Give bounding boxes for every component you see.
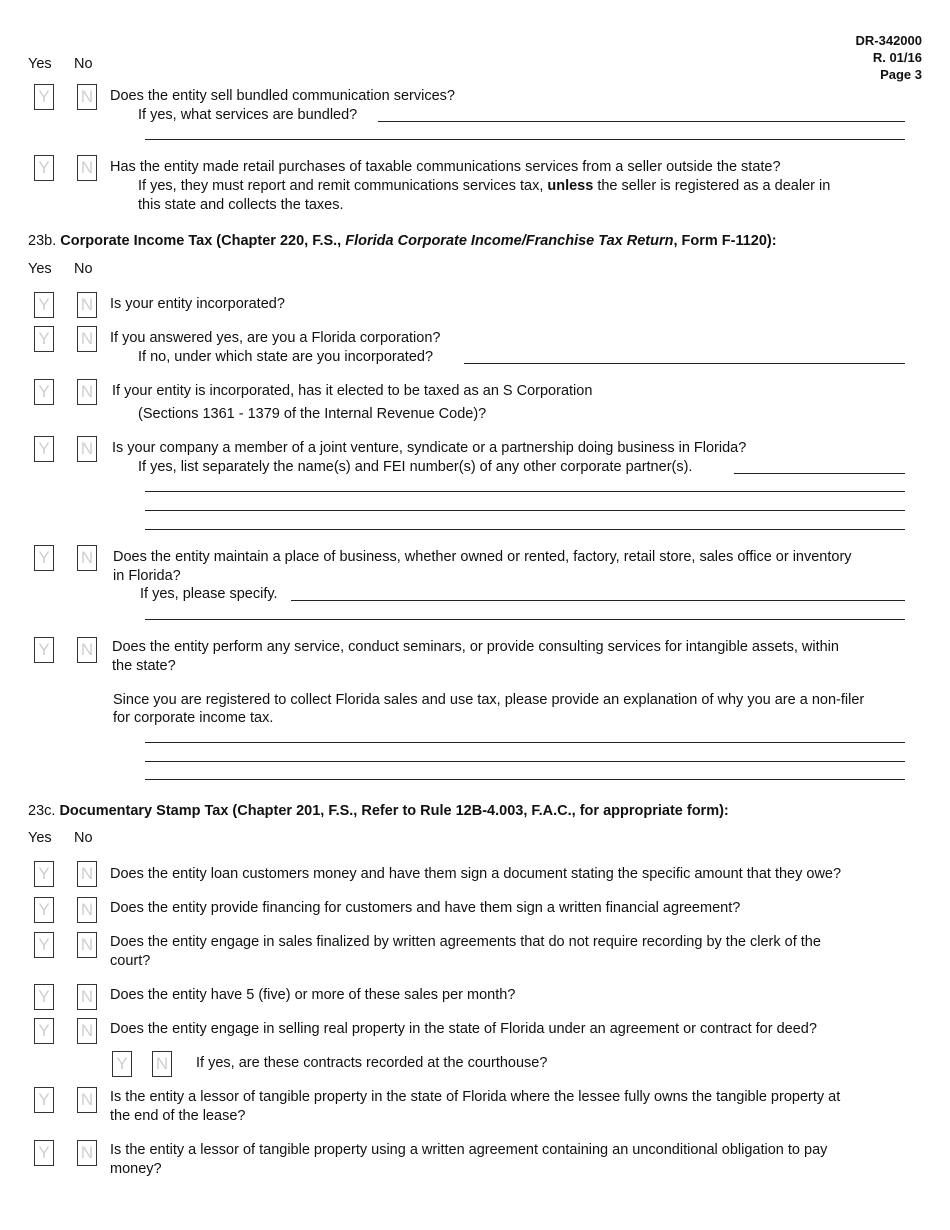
text-fragment: the seller is registered as a dealer in <box>597 178 831 194</box>
no-checkbox[interactable]: N <box>152 1051 172 1077</box>
non-filer-explanation-prompt: Since you are registered to collect Florida sales and use tax, please provide an explanation of why you are a non-filer <box>113 692 865 708</box>
yes-checkbox[interactable]: Y <box>34 984 54 1010</box>
question-place-of-business: Does the entity maintain a place of business, whether owned or rented, factory, retail store, sales office or inventory <box>113 549 852 565</box>
section-title-text: , Form F-1120): <box>673 233 777 249</box>
no-checkbox[interactable]: N <box>77 984 97 1010</box>
answer-line[interactable] <box>145 742 905 743</box>
answer-line[interactable] <box>291 600 905 601</box>
question-retail-purchases-sub-line2: this state and collects the taxes. <box>138 197 344 213</box>
question-lessor-obligation-line2: money? <box>110 1161 162 1177</box>
no-checkbox[interactable]: N <box>77 637 97 663</box>
no-checkbox[interactable]: N <box>77 155 97 181</box>
yes-checkbox[interactable]: Y <box>34 292 54 318</box>
yes-checkbox[interactable]: Y <box>34 545 54 571</box>
no-checkbox[interactable]: N <box>77 1087 97 1113</box>
answer-line[interactable] <box>145 761 905 762</box>
no-column-label: No <box>74 830 93 846</box>
question-written-agreements: Does the entity engage in sales finalized by written agreements that do not require recording by the clerk of the <box>110 934 821 950</box>
yes-checkbox[interactable]: Y <box>34 637 54 663</box>
no-column-label: No <box>74 56 93 72</box>
yes-checkbox[interactable]: Y <box>34 932 54 958</box>
no-checkbox[interactable]: N <box>77 861 97 887</box>
question-provide-financing: Does the entity provide financing for customers and have them sign a written financial agreement? <box>110 900 741 916</box>
no-checkbox[interactable]: N <box>77 292 97 318</box>
yes-checkbox[interactable]: Y <box>34 379 54 405</box>
question-lessor-ownership-line2: the end of the lease? <box>110 1108 246 1124</box>
question-lessor-ownership: Is the entity a lessor of tangible property in the state of Florida where the lessee fully owns the tangible property at <box>110 1089 841 1105</box>
answer-line[interactable] <box>145 510 905 511</box>
no-checkbox[interactable]: N <box>77 379 97 405</box>
no-checkbox[interactable]: N <box>77 1140 97 1166</box>
no-checkbox[interactable]: N <box>77 436 97 462</box>
section-title-text: Corporate Income Tax (Chapter 220, F.S., <box>60 233 342 249</box>
non-filer-explanation-prompt-line2: for corporate income tax. <box>113 710 274 726</box>
section-23b-title <box>28 233 777 249</box>
no-checkbox[interactable]: N <box>77 84 97 110</box>
question-real-property: Does the entity engage in selling real property in the state of Florida under an agreement or contract for deed? <box>110 1021 817 1037</box>
question-retail-purchases-sub <box>138 177 830 196</box>
answer-line[interactable] <box>145 139 905 140</box>
answer-line[interactable] <box>145 529 905 530</box>
yes-checkbox[interactable]: Y <box>34 1018 54 1044</box>
section-23c-title <box>28 803 729 819</box>
question-place-of-business-line2: in Florida? <box>113 568 181 584</box>
form-number: DR-342000 <box>855 33 922 48</box>
no-checkbox[interactable]: N <box>77 897 97 923</box>
question-s-corporation-sub: (Sections 1361 - 1379 of the Internal Revenue Code)? <box>138 406 487 422</box>
question-lessor-obligation: Is the entity a lessor of tangible property using a written agreement containing an unconditional obligation to pay <box>110 1142 828 1158</box>
question-bundled-services-sub: If yes, what services are bundled? <box>138 107 358 123</box>
question-intangible-services: Does the entity perform any service, conduct seminars, or provide consulting services for intangible assets, within <box>112 639 839 655</box>
text-emphasis: unless <box>547 178 594 194</box>
question-florida-corporation-sub: If no, under which state are you incorporated? <box>138 349 434 365</box>
question-incorporated: Is your entity incorporated? <box>110 296 285 312</box>
question-s-corporation: If your entity is incorporated, has it elected to be taxed as an S Corporation <box>112 383 593 399</box>
question-contracts-recorded: If yes, are these contracts recorded at the courthouse? <box>196 1055 548 1071</box>
question-joint-venture: Is your company a member of a joint venture, syndicate or a partnership doing business in Florida? <box>112 440 747 456</box>
yes-checkbox[interactable]: Y <box>34 1087 54 1113</box>
no-checkbox[interactable]: N <box>77 1018 97 1044</box>
question-joint-venture-sub: If yes, list separately the name(s) and FEI number(s) of any other corporate partner(s). <box>138 459 693 475</box>
answer-line[interactable] <box>145 779 905 780</box>
section-title-italic: Florida Corporate Income/Franchise Tax Return <box>345 233 674 249</box>
section-number: 23c. <box>28 803 56 819</box>
question-place-of-business-sub: If yes, please specify. <box>140 586 278 602</box>
question-written-agreements-line2: court? <box>110 953 151 969</box>
question-intangible-services-line2: the state? <box>112 658 176 674</box>
answer-line[interactable] <box>145 491 905 492</box>
yes-column-label: Yes <box>28 830 52 846</box>
question-sales-per-month: Does the entity have 5 (five) or more of these sales per month? <box>110 987 516 1003</box>
answer-line[interactable] <box>464 363 905 364</box>
answer-line[interactable] <box>734 473 905 474</box>
question-bundled-services: Does the entity sell bundled communication services? <box>110 88 455 104</box>
question-retail-purchases: Has the entity made retail purchases of taxable communications services from a seller outside the state? <box>110 159 781 175</box>
answer-line[interactable] <box>378 121 905 122</box>
no-checkbox[interactable]: N <box>77 326 97 352</box>
yes-checkbox[interactable]: Y <box>112 1051 132 1077</box>
section-title-text: Documentary Stamp Tax (Chapter 201, F.S., Refer to Rule 12B-4.003, F.A.C., for appropriate form): <box>59 803 729 819</box>
yes-checkbox[interactable]: Y <box>34 1140 54 1166</box>
no-checkbox[interactable]: N <box>77 932 97 958</box>
yes-column-label: Yes <box>28 56 52 72</box>
yes-checkbox[interactable]: Y <box>34 861 54 887</box>
text-fragment: If yes, they must report and remit communications services tax, <box>138 178 544 194</box>
page-number: Page 3 <box>880 67 922 82</box>
question-loan-customers: Does the entity loan customers money and have them sign a document stating the specific amount that they owe? <box>110 866 842 882</box>
yes-checkbox[interactable]: Y <box>34 897 54 923</box>
yes-checkbox[interactable]: Y <box>34 84 54 110</box>
section-number: 23b. <box>28 233 57 249</box>
form-revision: R. 01/16 <box>872 50 922 65</box>
yes-column-label: Yes <box>28 261 52 277</box>
answer-line[interactable] <box>145 619 905 620</box>
no-checkbox[interactable]: N <box>77 545 97 571</box>
question-florida-corporation: If you answered yes, are you a Florida corporation? <box>110 330 441 346</box>
no-column-label: No <box>74 261 93 277</box>
yes-checkbox[interactable]: Y <box>34 436 54 462</box>
yes-checkbox[interactable]: Y <box>34 155 54 181</box>
yes-checkbox[interactable]: Y <box>34 326 54 352</box>
